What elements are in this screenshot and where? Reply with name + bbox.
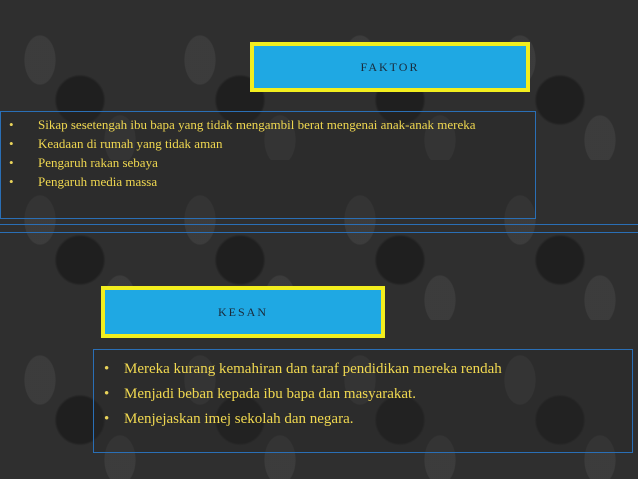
bullet-icon: • <box>9 117 14 132</box>
list-item: • Pengaruh rakan sebaya <box>9 155 158 170</box>
faktor-list <box>1 112 535 189</box>
divider <box>0 232 638 233</box>
bullet-icon: • <box>9 174 14 189</box>
bullet-icon: • <box>104 361 110 377</box>
list-item: • Pengaruh media massa <box>9 174 158 189</box>
kesan-list <box>94 350 632 429</box>
faktor-title-box <box>250 42 530 92</box>
bullet-icon: • <box>9 136 14 151</box>
divider <box>0 224 638 225</box>
kesan-list-box <box>93 349 633 453</box>
list-item: • Sikap sesetengah ibu bapa yang tidak mengambil berat mengenai anak-anak mereka <box>9 117 476 132</box>
kesan-title: KESAN <box>217 304 268 319</box>
list-item: • Keadaan di rumah yang tidak aman <box>9 136 223 151</box>
bullet-icon: • <box>9 155 14 170</box>
list-item: • Mereka kurang kemahiran dan taraf pendidikan mereka rendah <box>104 361 502 377</box>
bullet-icon: • <box>104 411 110 427</box>
list-item: • Menjejaskan imej sekolah dan negara. <box>104 411 354 427</box>
faktor-list-box <box>0 111 536 219</box>
list-item: • Menjadi beban kepada ibu bapa dan masyarakat. <box>104 386 416 402</box>
faktor-title: FAKTOR <box>360 59 420 74</box>
bullet-icon: • <box>104 386 110 402</box>
kesan-title-box <box>101 286 385 338</box>
